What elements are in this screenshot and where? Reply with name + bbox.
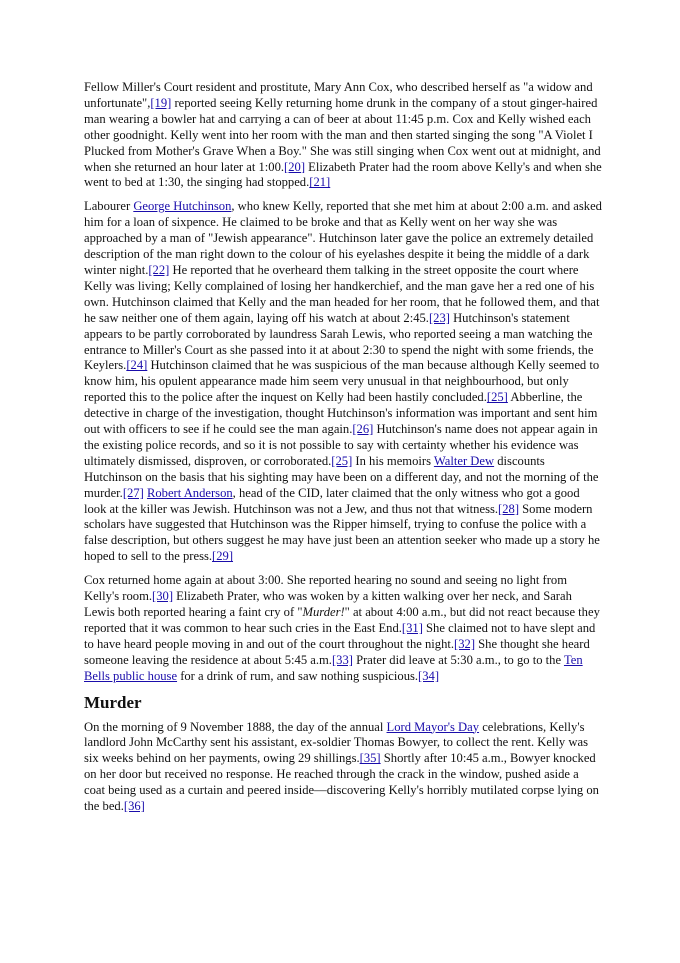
text: Elizabeth Prater had the room above Kelly's and when she went to bed at 1:30, the singing had stopped. [84, 159, 602, 190]
article-body [84, 80, 602, 823]
section-heading-murder: Murder [84, 692, 142, 712]
citation-22[interactable]: [22] [148, 262, 170, 277]
emphasis-murder: Murder! [302, 605, 345, 619]
text: reported seeing Kelly returning home drunk in the company of a stout ginger-haired man wearing a bowler hat and carrying a can of beer at about 11:45 p.m. Cox and Kelly wished each other goodnight. Kelly went into her room with the man and then started singing the song "A Violet I Plucked from Mother's Grave When a Boy." She was still singing when Cox went out at midnight, and when she returned an hour later at 1:00. [84, 95, 601, 174]
citation-24[interactable]: [24] [126, 358, 148, 373]
citation-30[interactable]: [30] [152, 589, 174, 604]
text: On the morning of 9 November 1888, the day of the annual [84, 719, 387, 734]
paragraph-cox-prater-lewis [84, 573, 602, 684]
text: discounts Hutchinson on the basis that his sighting may have been on a different day, and not the morning of the murder. [84, 453, 599, 500]
link-george-hutchinson[interactable]: George Hutchinson [133, 199, 232, 214]
citation-32[interactable]: [32] [454, 636, 476, 651]
text: Elizabeth Prater, who was woken by a kitten walking over her neck, and Sarah Lewis both reported hearing a faint cry of " [84, 589, 572, 619]
text: Some modern scholars have suggested that Hutchinson was the Ripper himself, trying to confuse the police with a false description, but others suggest he may have just been an attention seeker who made up a story he hoped to sell to the press. [84, 501, 600, 564]
link-lord-mayors-day[interactable]: Lord Mayor's Day [386, 719, 480, 734]
link-robert-anderson[interactable]: Robert Anderson [146, 485, 233, 500]
citation-25-repeat[interactable]: [25] [331, 453, 353, 468]
citation-21[interactable]: [21] [309, 175, 331, 190]
citation-20[interactable]: [20] [284, 159, 306, 174]
text: Hutchinson's name does not appear again in the existing police records, and so it is not possible to say with certainty whether his evidence was ultimately dismissed, disproven, or corroborated. [84, 422, 598, 468]
text: Abberline, the detective in charge of the investigation, thought Hutchinson's information was important and sent him out with officers to see if he could see the man again. [84, 390, 598, 437]
citation-36[interactable]: [36] [123, 799, 145, 814]
text: In his memoirs [352, 453, 434, 468]
link-walter-dew[interactable]: Walter Dew [433, 453, 495, 468]
citation-27[interactable]: [27] [122, 485, 144, 500]
text: Prater did leave at 5:30 a.m., to go to the [352, 652, 564, 667]
citation-34[interactable]: [34] [418, 668, 440, 683]
citation-25[interactable]: [25] [486, 390, 508, 405]
text: He reported that he overheard them talking in the street opposite the court where Kelly was living; Kelly complained of losing her handkerchief, and the man gave her a red one of his own. Hutchinson claimed that Kelly and the man headed for her room, that he followed them, and that he saw neither one of them again, laying off his watch at about 2:45. [84, 262, 600, 325]
text: Labourer [84, 199, 134, 214]
citation-28[interactable]: [28] [498, 501, 520, 516]
paragraph-murder-discovery [84, 720, 602, 815]
text: Fellow Miller's Court resident and prostitute, Mary Ann Cox, who described herself as "a widow and unfortunate", [84, 80, 593, 110]
citation-19[interactable]: [19] [150, 95, 172, 110]
paragraph-cox-testimony [84, 80, 602, 191]
text: Cox returned home again at about 3:00. She reported hearing no sound and seeing no light from Kelly's room. [84, 573, 567, 604]
text: She thought she heard someone leaving the residence at about 5:45 a.m. [84, 636, 590, 667]
text: , who knew Kelly, reported that she met him at about 2:00 a.m. and asked him for a loan of sixpence. He claimed to be broke and that as Kelly went on her way she was approached by a man of "Jewish appearance". Hutchinson later gave the police an extremely detailed description of the man right down to the colour of his eyelashes despite it being the middle of a dark winter night. [84, 199, 602, 277]
citation-35[interactable]: [35] [359, 751, 381, 766]
citation-29[interactable]: [29] [212, 549, 234, 564]
text: for a drink of rum, and saw nothing suspicious. [177, 668, 419, 683]
citation-26[interactable]: [26] [352, 422, 374, 437]
text: , head of the CID, later claimed that the only witness who got a good look at the killer was Jewish. Hutchinson was not a Jew, and thus not that witness. [84, 485, 580, 516]
paragraph-hutchinson-testimony [84, 199, 602, 565]
link-ten-bells[interactable]: Ten Bells public house [84, 652, 583, 683]
text: Hutchinson's statement appears to be partly corroborated by laundress Sarah Lewis, who reported seeing a man watching the entrance to Miller's Court as she passed into it at about 2:30 to spend the night with some friends, the Keylers. [84, 310, 594, 373]
text: " at about 4:00 a.m., but did not react because they reported that it was common to hear such cries in the East End. [84, 605, 600, 635]
citation-23[interactable]: [23] [428, 310, 450, 325]
text: celebrations, Kelly's landlord John McCarthy sent his assistant, ex-soldier Thomas Bowyer, to collect the rent. Kelly was six weeks behind on her payments, owing 29 shillings. [84, 719, 588, 766]
text: Hutchinson claimed that he was suspicious of the man because although Kelly seemed to know him, his opulent appearance made him seem very unusual in that neighbourhood, but only reported this to the police after the inquest on Kelly had been hastily concluded. [84, 358, 600, 405]
text: Shortly after 10:45 a.m., Bowyer knocked on her door but received no response. He reached through the crack in the window, pushed aside a coat being used as a curtain and peered inside—discovering Kelly's horribly mutilated corpse lying on the bed. [84, 751, 599, 814]
citation-33[interactable]: [33] [331, 652, 353, 667]
text: She claimed not to have slept and to have heard people moving in and out of the court throughout the night. [84, 620, 596, 651]
citation-31[interactable]: [31] [401, 620, 423, 635]
